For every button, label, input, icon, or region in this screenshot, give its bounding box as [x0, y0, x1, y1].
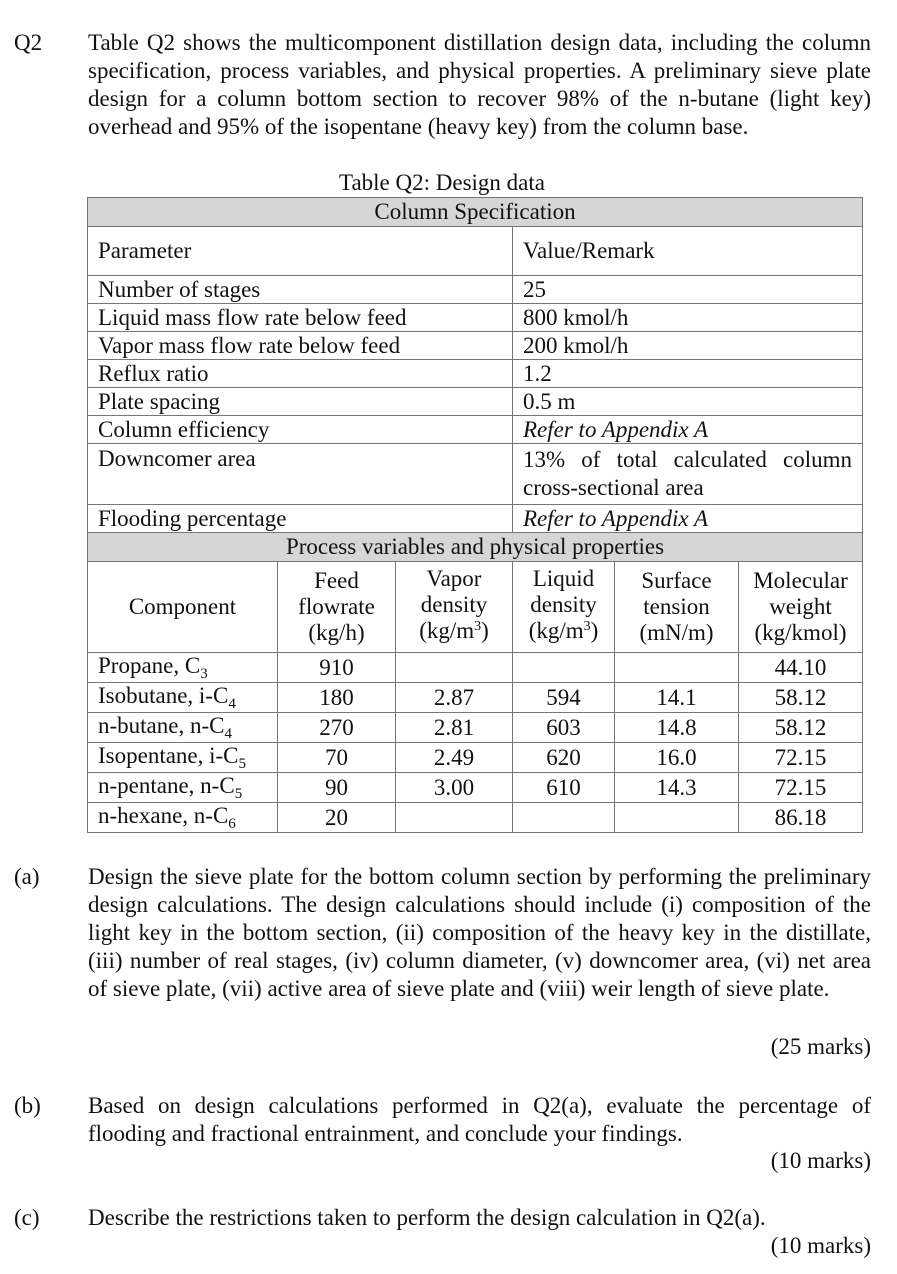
vapor-cell — [396, 653, 513, 683]
question-intro: Table Q2 shows the multicomponent distillation design data, including the column specification, process variables, and physical properties. A preliminary sieve plate design for a column bottom section to recover 98% of the n-butane (light key) overhead and 95% of the isopentane (heavy key) from the column base. — [88, 30, 871, 139]
molecular-weight-header: Molecular weight (kg/kmol) — [739, 562, 863, 653]
table-row — [88, 743, 863, 773]
param-cell: Vapor mass flow rate below feed — [88, 332, 513, 360]
part-c-marks: (10 marks) — [770, 1233, 871, 1258]
table-caption: Table Q2: Design data — [339, 170, 545, 195]
feed-cell: 70 — [278, 743, 396, 773]
mw-cell: 58.12 — [739, 683, 863, 713]
part-c-text: Describe the restrictions taken to perform the design calculation in Q2(a). — [88, 1205, 766, 1230]
surface-cell: 14.8 — [615, 713, 739, 743]
table-row — [88, 332, 863, 360]
design-data-table — [87, 197, 863, 833]
value-cell: 800 kmol/h — [513, 304, 863, 332]
feed-cell: 90 — [278, 773, 396, 803]
feed-cell: 270 — [278, 713, 396, 743]
vapor-density-header: Vapor density $(kg/m^3)$ — [396, 562, 513, 653]
part-b-marks: (10 marks) — [770, 1148, 871, 1173]
table-section-header — [88, 533, 863, 562]
liquid-cell — [513, 803, 615, 833]
surface-cell — [615, 653, 739, 683]
liquid-cell: 610 — [513, 773, 615, 803]
table-row — [88, 713, 863, 743]
vapor-cell: 2.87 — [396, 683, 513, 713]
mw-cell: 44.10 — [739, 653, 863, 683]
table-row — [88, 803, 863, 833]
table-row — [88, 683, 863, 713]
value-cell: 1.2 — [513, 360, 863, 388]
liquid-density-header: Liquid density $(kg/m^3)$ — [513, 562, 615, 653]
component-name: n-hexane, $n-C_6$ — [88, 803, 278, 833]
surface-cell: 16.0 — [615, 743, 739, 773]
value-header: Value/Remark — [513, 227, 863, 276]
part-a-text: Design the sieve plate for the bottom column section by performing the preliminary design calculations. The design calculations should include (i) composition of the light key in the bottom section, (ii) composition of the heavy key in the distillate, (iii) number of real stages, (iv) column diameter, (v) downcomer area, (vi) net area of sieve plate, (vii) active area of sieve plate and (viii) weir length of sieve plate. — [88, 864, 871, 1001]
param-cell: Column efficiency — [88, 416, 513, 444]
component-name: Isobutane, $i-C_4$ — [88, 683, 278, 713]
param-cell: Plate spacing — [88, 388, 513, 416]
part-a-marks: (25 marks) — [770, 1034, 871, 1059]
table-row — [88, 227, 863, 276]
table-row — [88, 653, 863, 683]
surface-cell — [615, 803, 739, 833]
value-cell: 0.5 m — [513, 388, 863, 416]
table-row — [88, 505, 863, 533]
surface-cell: 14.1 — [615, 683, 739, 713]
value-cell: 13% of total calculated column cross-sectional area — [513, 444, 863, 505]
part-c-label: (c) — [14, 1205, 40, 1230]
value-cell: Refer to Appendix A — [513, 416, 863, 444]
feed-cell: 180 — [278, 683, 396, 713]
surface-cell: 14.3 — [615, 773, 739, 803]
value-cell: 200 kmol/h — [513, 332, 863, 360]
table-row — [88, 276, 863, 304]
liquid-cell: 620 — [513, 743, 615, 773]
value-cell: Refer to Appendix A — [513, 505, 863, 533]
component-name: n-pentane, $n-C_5$ — [88, 773, 278, 803]
part-b-text: Based on design calculations performed in Q2(a), evaluate the percentage of flooding and fractional entrainment, and conclude your findings. — [88, 1093, 871, 1146]
component-name: Isopentane, $i-C_5$ — [88, 743, 278, 773]
value-cell: 25 — [513, 276, 863, 304]
table-row — [88, 388, 863, 416]
vapor-cell — [396, 803, 513, 833]
table-row — [88, 773, 863, 803]
mw-cell: 72.15 — [739, 773, 863, 803]
liquid-cell — [513, 653, 615, 683]
table-row — [88, 444, 863, 505]
mw-cell: 58.12 — [739, 713, 863, 743]
feed-cell: 910 — [278, 653, 396, 683]
param-cell: Downcomer area — [88, 444, 513, 505]
table-row — [88, 360, 863, 388]
param-cell: Number of stages — [88, 276, 513, 304]
vapor-cell: 2.81 — [396, 713, 513, 743]
param-cell: Reflux ratio — [88, 360, 513, 388]
param-cell: Liquid mass flow rate below feed — [88, 304, 513, 332]
parameter-header: Parameter — [88, 227, 513, 276]
param-cell: Flooding percentage — [88, 505, 513, 533]
component-name: Propane, $C_3$ — [88, 653, 278, 683]
mw-cell: 86.18 — [739, 803, 863, 833]
liquid-cell: 603 — [513, 713, 615, 743]
component-name: n-butane, $n-C_4$ — [88, 713, 278, 743]
process-variables-title: Process variables and physical properties — [88, 533, 863, 562]
part-a-label: (a) — [14, 864, 40, 889]
table-header-row — [88, 562, 863, 653]
vapor-cell: 2.49 — [396, 743, 513, 773]
table-section-header — [88, 198, 863, 227]
feed-cell: 20 — [278, 803, 396, 833]
component-header: Component — [88, 562, 278, 653]
feed-header: Feed flowrate (kg/h) — [278, 562, 396, 653]
table-row — [88, 304, 863, 332]
mw-cell: 72.15 — [739, 743, 863, 773]
question-number: Q2 — [14, 30, 43, 55]
column-specification-title: Column Specification — [88, 198, 863, 227]
vapor-cell: 3.00 — [396, 773, 513, 803]
surface-tension-header: Surface tension (mN/m) — [615, 562, 739, 653]
liquid-cell: 594 — [513, 683, 615, 713]
part-b-label: (b) — [14, 1093, 41, 1118]
table-row — [88, 416, 863, 444]
